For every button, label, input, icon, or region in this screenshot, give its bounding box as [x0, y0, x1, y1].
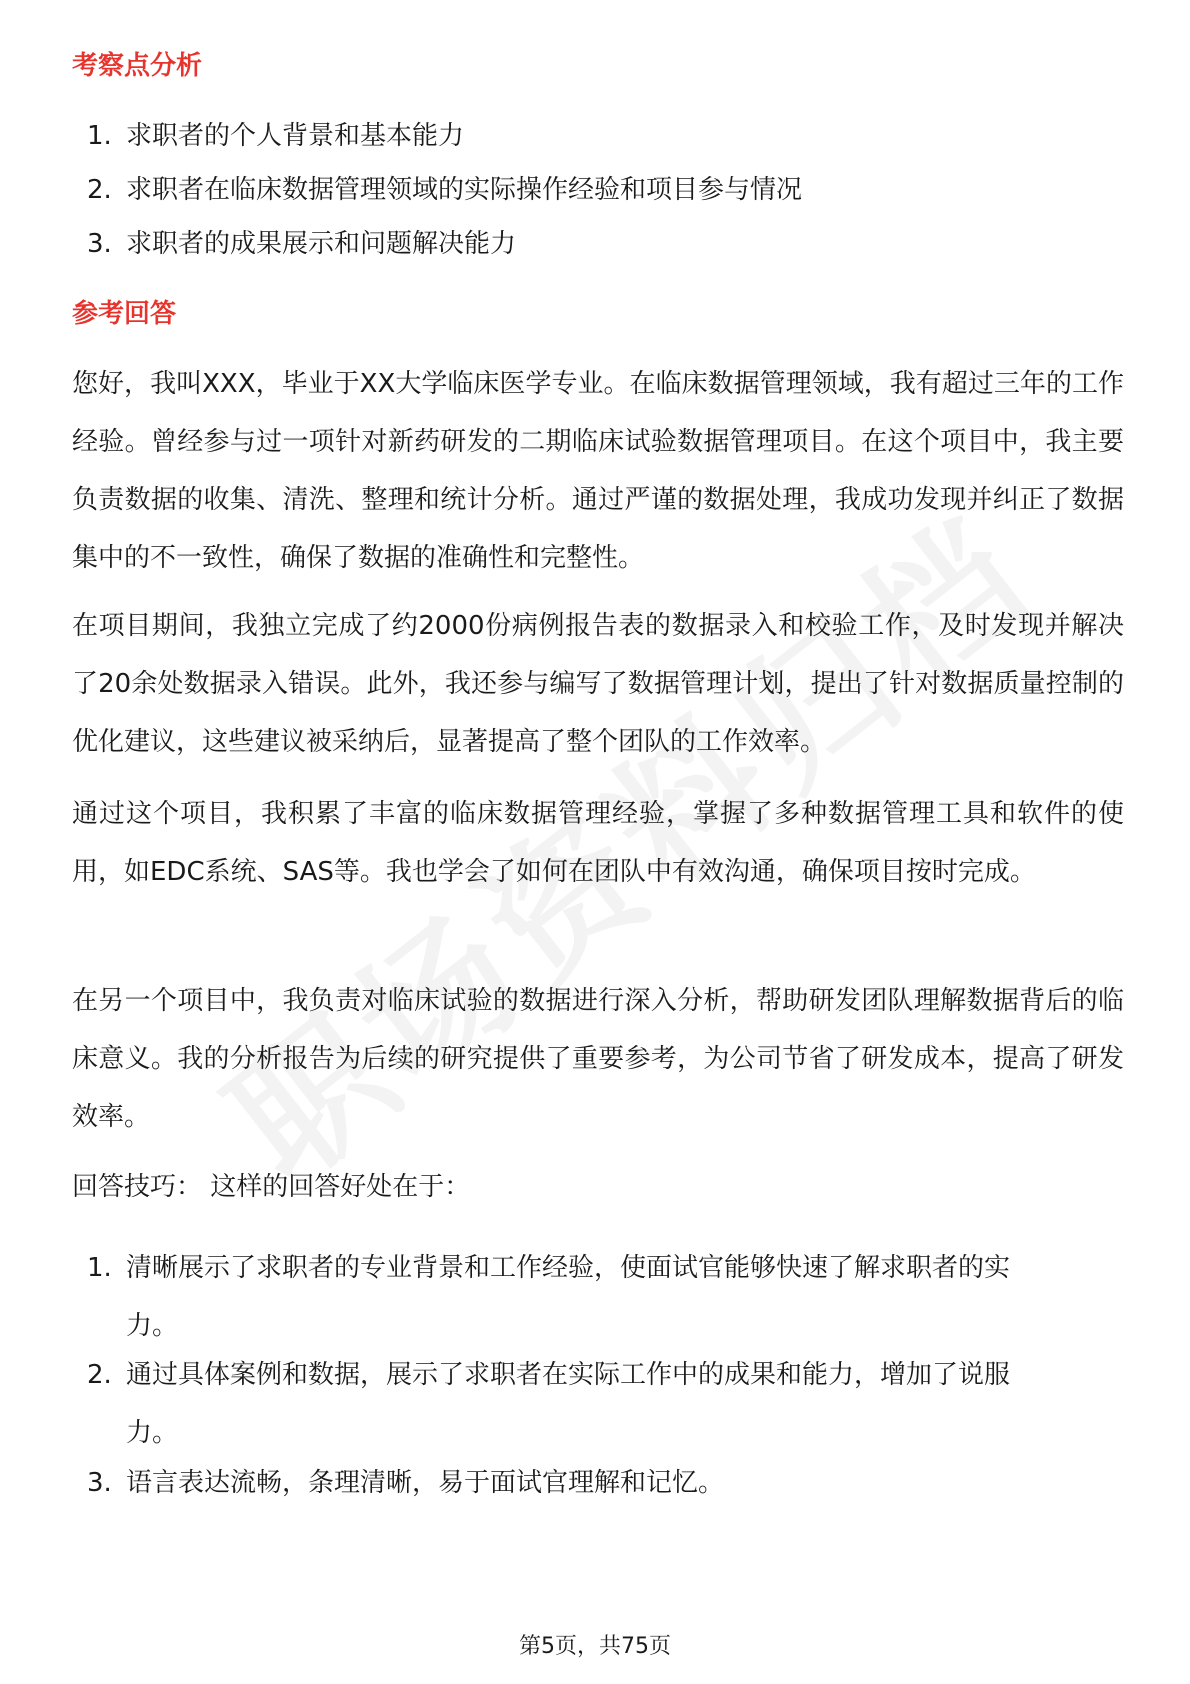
- list-number: 2.: [87, 1360, 112, 1390]
- list-number: 3.: [87, 229, 112, 259]
- list-number: 1.: [87, 121, 112, 151]
- page-number-footer: 第5页，共75页: [519, 1634, 671, 1659]
- list-text: 求职者在临床数据管理领域的实际操作经验和项目参与情况: [126, 175, 803, 205]
- analysis-heading: 考察点分析: [72, 51, 203, 81]
- list-number: 3.: [87, 1468, 112, 1498]
- list-number: 2.: [87, 175, 112, 205]
- list-text: 语言表达流畅，条理清晰，易于面试官理解和记忆。: [126, 1468, 725, 1498]
- answer-paragraph-1: 您好，我叫XXX，毕业于XX大学临床医学专业。在临床数据管理领域，我有超过三年的工作经验。曾经参与过一项针对新药研发的二期临床试验数据管理项目。在这个项目中，我主要负责数据的收集、清洗、整理和统计分析。通过严谨的数据处理，我成功发现并纠正了数据集中的不一致性，确保了数据的准确性和完整性。: [72, 369, 1124, 573]
- list-text: 通过具体案例和数据，展示了求职者在实际工作中的成果和能力，增加了说服力。: [126, 1360, 1011, 1448]
- answer-paragraph-3: 通过这个项目，我积累了丰富的临床数据管理经验，掌握了多种数据管理工具和软件的使用，如EDC系统、SAS等。我也学会了如何在团队中有效沟通，确保项目按时完成。: [72, 799, 1124, 887]
- list-number: 1.: [87, 1253, 112, 1283]
- answer-heading: 参考回答: [72, 299, 177, 329]
- list-text: 清晰展示了求职者的专业背景和工作经验，使面试官能够快速了解求职者的实力。: [126, 1253, 1011, 1341]
- list-text: 求职者的成果展示和问题解决能力: [126, 229, 517, 259]
- answer-paragraph-2: 在项目期间，我独立完成了约2000份病例报告表的数据录入和校验工作，及时发现并解决了20余处数据录入错误。此外，我还参与编写了数据管理计划，提出了针对数据质量控制的优化建议，这些建议被采纳后，显著提高了整个团队的工作效率。: [72, 611, 1124, 757]
- tips-intro: 回答技巧： 这样的回答好处在于：: [72, 1172, 471, 1202]
- answer-paragraph-4: 在另一个项目中，我负责对临床试验的数据进行深入分析，帮助研发团队理解数据背后的临床意义。我的分析报告为后续的研究提供了重要参考，为公司节省了研发成本，提高了研发效率。: [72, 986, 1124, 1132]
- list-text: 求职者的个人背景和基本能力: [126, 121, 465, 151]
